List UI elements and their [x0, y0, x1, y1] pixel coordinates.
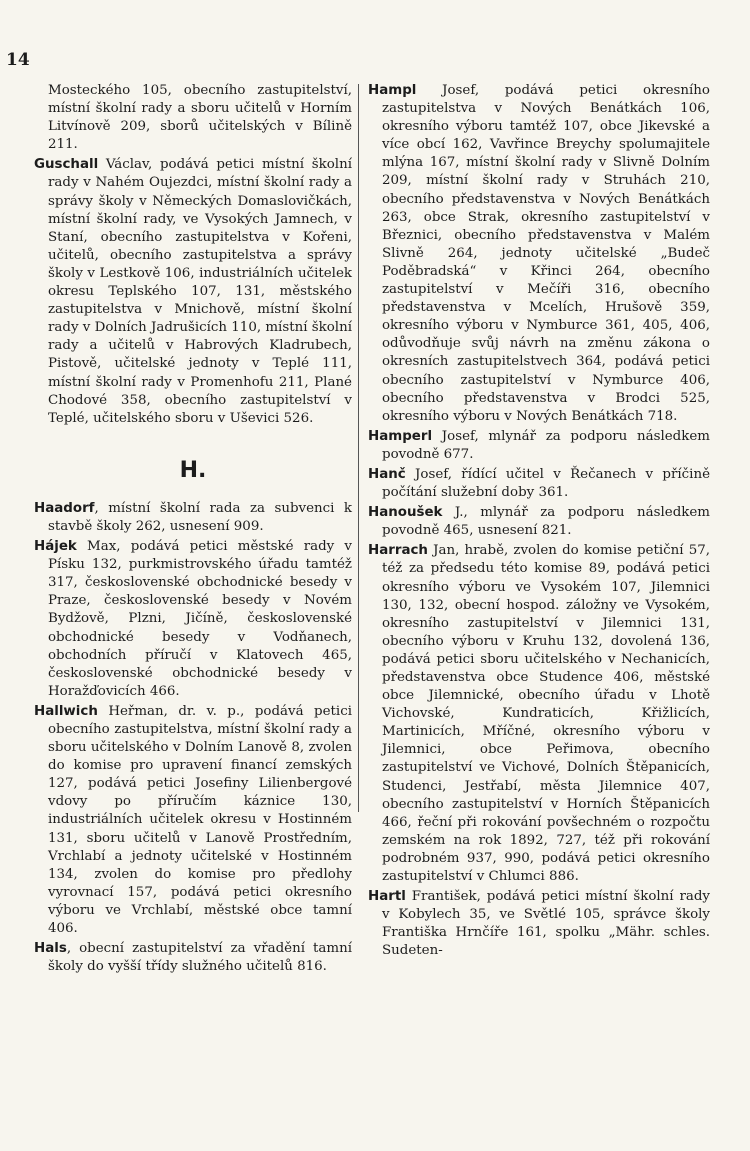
- index-entry-hamperl: [368, 428, 710, 464]
- entry-text: František, podává petici místní školní rady v Kobylech 35, ve Světlé 105, správce školy Františka Hrnčíře 161, spolku „Mähr. schles. Sudeten-: [382, 889, 710, 959]
- entry-name: Harrach: [368, 543, 428, 559]
- entry-name: Haadorf: [34, 500, 95, 516]
- right-column: [368, 82, 710, 963]
- entry-text: J., mlynář za podporu následkem povodně 465, usnesení 821.: [382, 505, 710, 539]
- entry-text: Josef, řídící učitel v Řečanech v příčině počítání služební doby 361.: [382, 466, 710, 501]
- column-divider: [358, 84, 359, 812]
- entry-name: Hallwich: [34, 703, 98, 719]
- continuation-entry: [34, 82, 352, 154]
- entry-text: Jan, hrabě, zvolen do komise petiční 57, též za předsedu této komise 89, podává petici okresního výboru ve Vysokém 107, Jilemnici 130, 132, obecní hospod. záložny ve Vysokém, okresního zastupitelství v Jilemnici 131, obecního výboru v Kruhu 132, dovolená 136, podává petici sboru učitelského v Nechanicích, představenstva obce Studence 406, městské obce Jilemnické, obecního úřadu v Lhotě Vichovské, Kundraticích, Křižlicích, Martinicích, Mříčné, okresního výboru v Jilemnici, obce Peřimova, obecního zastupitelství ve Vichové, Dolních Štěpanicích, Studenci, Jestřabí, města Jilemnice 407, obecního zastupitelství v Horních Štěpanicích 466, řeční při rokování povšechném o rozpočtu zemském na rok 1892, 727, též při rokování podrobném 937, 990, podává petici okresního zastupitelství v Chlumci 886.: [382, 543, 710, 885]
- section-letter-heading: H.: [179, 457, 207, 483]
- index-entry-guschall: [34, 156, 352, 427]
- entry-text: , obecní zastupitelství za vřadění tamní školy do vyšší třídy služného učitelů 816.: [48, 941, 352, 975]
- index-entry-harrach: [368, 542, 710, 886]
- entry-text: Mosteckého 105, obecního zastupitelství, místní školní rady a sboru učitelů v Horním Litvínově 209, sborů učitelských v Bílině 211.: [48, 83, 352, 153]
- entry-name: Hájek: [34, 539, 77, 555]
- entry-text: Heřman, dr. v. p., podává petici obecního zastupitelstva, místní školní rady a sboru učitelského v Dolním Lanově 8, zvolen do komise pro upravení financí zemských 127, podává petici Josefiny Lilienbergové vdovy po příručím káznice 130, industriálních učitelek okresu v Hostinném 131, sboru učitelů v Lanově Prostředním, Vrchlabí a jednoty učitelské v Hostinném 134, zvolen do komise pro předlohy vyrovnací 157, podává petici okresního výboru ve Vrchlabí, městské obce tamní 406.: [48, 703, 352, 937]
- entry-text: Josef, mlynář za podporu následkem povodně 677.: [382, 428, 710, 462]
- entry-name: Hamperl: [368, 428, 433, 444]
- index-entry-hanc: [368, 466, 710, 502]
- entry-text: , místní školní rada za subvenci k stavbě školy 262, usnesení 909.: [48, 500, 352, 534]
- entry-name: Hanč: [368, 466, 406, 482]
- page-number: 14: [6, 50, 30, 70]
- entry-name: Hanoušek: [368, 505, 443, 521]
- entry-text: Max, podává petici městské rady v Písku 132, purkmistrovského úřadu tamtéž 317, československé obchodnické besedy v Praze, československé besedy v Novém Bydžově, Plzni, Jičíně, československé obchodnické besedy v Vodňanech, obchodních příručí v Klatovech 465, československé obchodnické besedy v Horažďovicích 466.: [48, 539, 352, 699]
- index-entry-hals: [34, 940, 352, 976]
- index-entry-haadorf: [34, 500, 352, 536]
- entry-name: Hampl: [368, 83, 417, 98]
- index-entry-hallwich: [34, 703, 352, 938]
- index-entry-hartl: [368, 888, 710, 960]
- index-entry-hanousek: [368, 504, 710, 540]
- index-entry-hajek: [34, 538, 352, 701]
- entry-name: Hals: [34, 941, 67, 957]
- left-column: [34, 82, 352, 978]
- entry-name: Hartl: [368, 889, 406, 905]
- entry-name: Guschall: [34, 157, 99, 173]
- entry-text: Václav, podává petici místní školní rady v Nahém Oujezdci, místní školní rady a správy školy v Německých Domaslovičkách, místní školní rady, ve Vysokých Jamnech, v Staní, obecního zastupitelstva v Kořeni, učitelů, obecního zastupitelstva a správy školy v Lestkově 106, industriálních učitelek okresu Teplského 107, 131, městského zastupitelstva v Mnichově, místní školní rady v Dolních Jadrušicích 110, místní školní rady a učitelů v Habrových Kladrubech, Pistově, učitelské jednoty v Teplé 111, místní školní rady v Promenhofu 211, Plané Chodové 358, obecního zastupitelství v Teplé, učitelského sboru v Uševici 526.: [48, 157, 352, 426]
- entry-text: Josef, podává petici okresního zastupitelstva v Nových Benátkách 106, okresního výboru tamtéž 107, obce Jikevské a více obcí 162, Vavřince Breychy spolumajitele mlýna 167, místní školní rady v Slivně Dolním 209, místní školní rady v Struhách 210, obecního představenstva v Nových Benátkách 263, obce Strak, okresního zastupitelství v Březnici, obecního představenstva v Malém Slivně 264, jednoty učitelské „Budeč Poděbradská“ v Křinci 264, obecního zastupitelství v Mečíři 316, obecního představenstva v Mcelích, Hrušově 359, okresního výboru v Nymburce 361, 405, 406, odůvodňuje svůj návrh na změnu zákona o okresních zastupitelstvech 364, podává petici obecního zastupitelství v Nymburce 406, obecního představenstva v Brodci 525, okresního výboru v Nových Benátkách 718.: [382, 83, 710, 424]
- index-entry-hampl: [368, 82, 710, 426]
